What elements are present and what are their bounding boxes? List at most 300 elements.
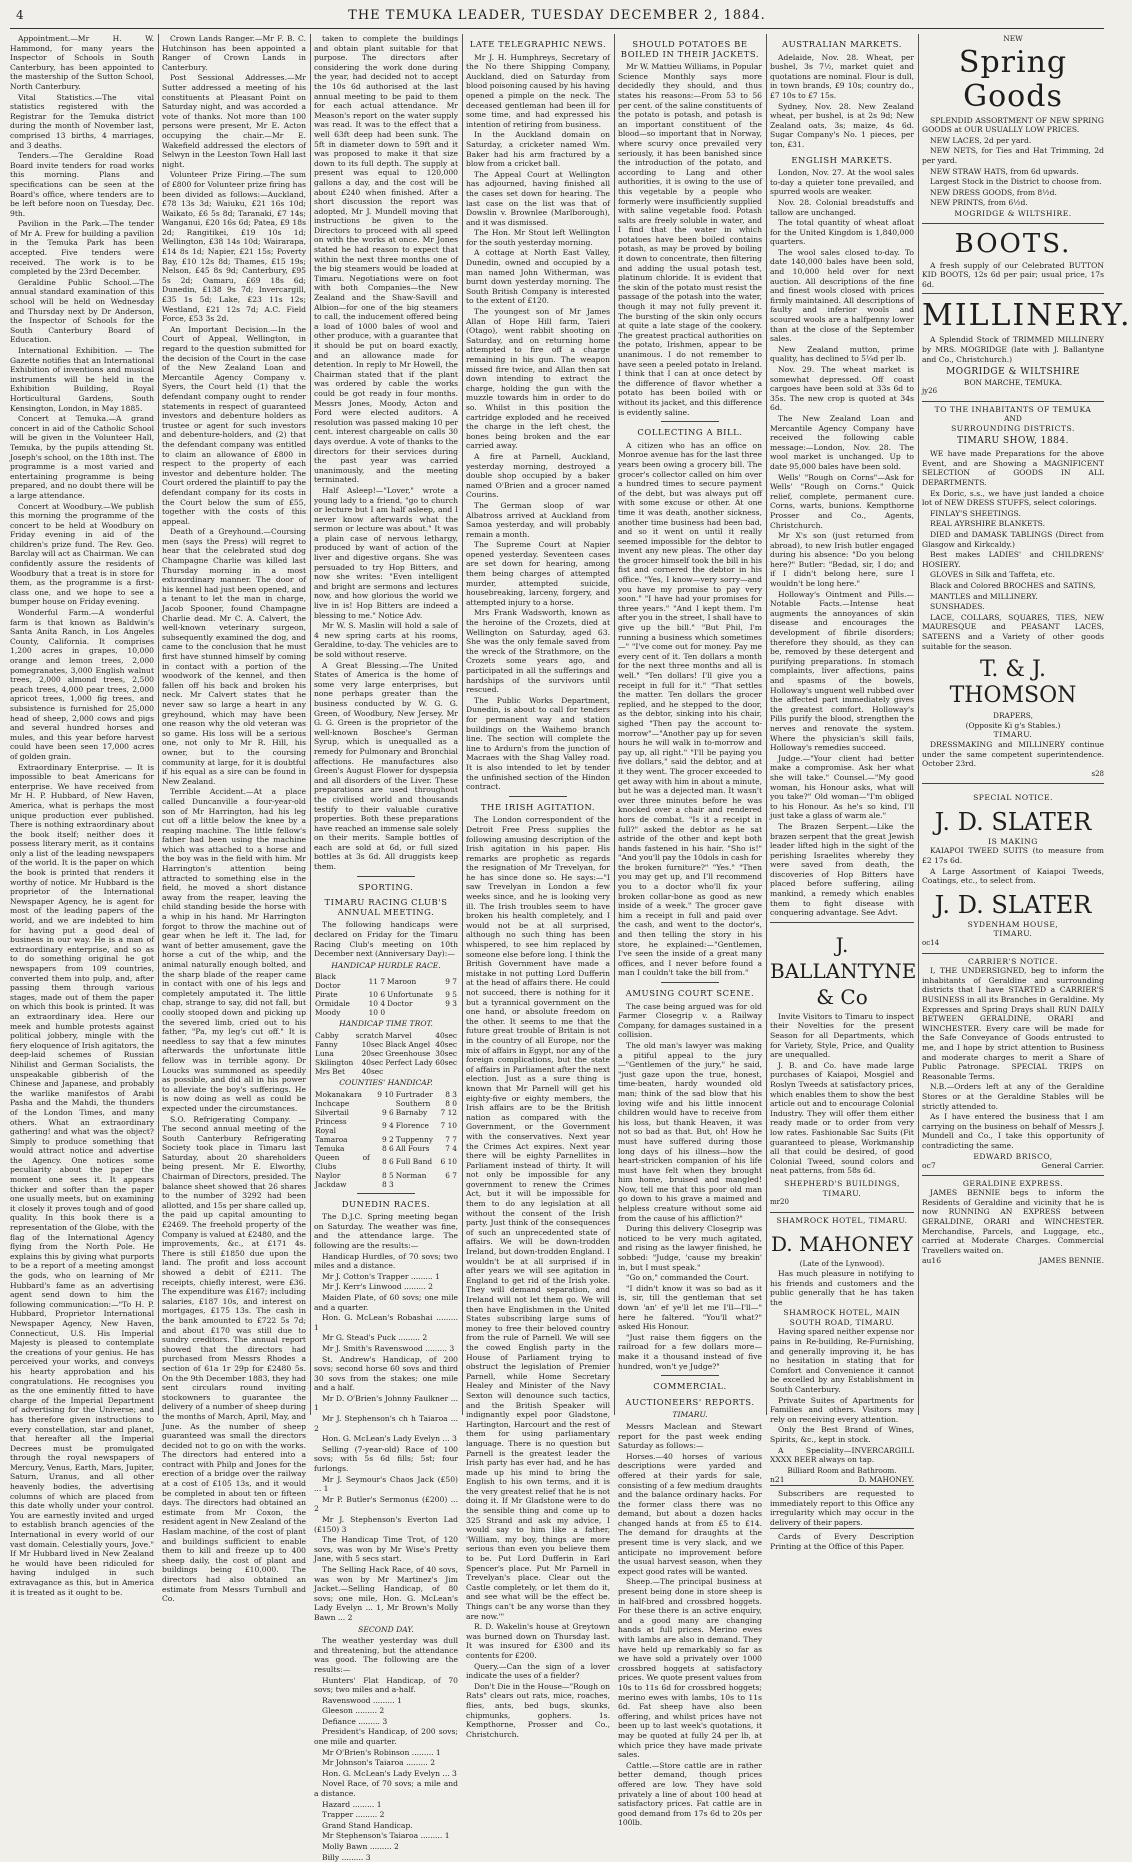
carriers-role: General Carrier. bbox=[1041, 1161, 1104, 1171]
article-paragraph: Pavilion in the Park.—The tender of Mr A. Frew for building a pavilion in the Temuka Park has been accepted. Five tenders were received. The work is to be completed by the 23rd December. bbox=[10, 219, 154, 277]
horse-cell: Doctor bbox=[387, 999, 413, 1009]
race-result: Defiance ......... 3 bbox=[322, 1716, 388, 1726]
horse-cell: Princess Royal bbox=[315, 1116, 347, 1135]
news-item: Mrs Frank Wadsworth, known as the heroine of the Crozets, died at Wellington on Saturday, aged 63. She was the only female saved from the wreck of the Strathmore, on the Crozets some years ago, and participated in all the sufferings and hardships of the survivors until rescued. bbox=[466, 608, 610, 695]
ballantyne-address: SHEPHERD'S BUILDINGS, TIMARU. bbox=[784, 1178, 900, 1198]
show-text-2: Ex Doric, s.s., we have just landed a choice lot of NEW DRESS STUFFS, select colorings. bbox=[922, 488, 1104, 508]
thomson-code: s28 bbox=[1091, 769, 1104, 778]
collecting-bill-article bbox=[618, 441, 762, 978]
show-text: WE have made Preparations for the above Event, and are Showing a MAGNIFICENT SELECTION of GOODS IN ALL DEPARTMENTS. bbox=[922, 449, 1104, 488]
weight-cell: 7 4 bbox=[445, 1143, 457, 1153]
weight-cell: 40sec bbox=[435, 1040, 457, 1049]
market-report: New Zealand mutton, prime quality, has declined to 5¼d per lb. bbox=[770, 344, 914, 364]
news-item: A cottage at North East Valley, Dunedin, owned and occupied by a man named John Witherman, was burnt down yesterday morning. The South British Company is interested to the extent of £120. bbox=[466, 248, 610, 306]
telegraphic-heading: LATE TELEGRAPHIC NEWS. bbox=[469, 39, 607, 49]
slater-name-1: J. D. SLATER bbox=[934, 807, 1092, 836]
dunedin-results bbox=[314, 1212, 458, 1622]
shamrock-text-4: Only the Best Brand of Wines, Spirits, &c., kept in stock. bbox=[770, 1425, 914, 1444]
weight-cell: 7 12 bbox=[440, 1107, 457, 1117]
horse-cell: Inchcape bbox=[315, 1098, 350, 1108]
article-paragraph: The case being argued was for old Farmer Closegrip v. a Railway Company, for damages sustained in a collision. bbox=[618, 1001, 762, 1040]
news-item: The Supreme Court at Napier opened yesterday. Seventeen cases are set down for hearing, among them being charges of attempted murder, attempted suicide, housebreaking, larceny, forgery, and attempted injury to a horse. bbox=[466, 540, 610, 607]
ballantyne-code: mr20 bbox=[770, 1198, 789, 1207]
mahoney-name: D. MAHONEY bbox=[770, 1232, 914, 1257]
advert-line: NEW NETS, for Ties and Hat Trimming, 2d per yard. bbox=[922, 146, 1104, 165]
carriers-text: I, THE UNDERSIGNED, beg to inform the inhabitants of Geraldine and surrounding districts that I have STARTED a CARRIER'S BUSINESS in all its Branches in Geraldine. My Expresses and Spring Drays shall RUN DAILY BETWEEN GERALDINE, ORARI and WINCHESTER. Every care will be made for the Safe Conveyance of Goods entrusted to me, and I hope by strict attention to Business and moderate charges to merit a Share of Public Patronage. SPECIAL TRIPS on Reasonable Terms. bbox=[922, 966, 1104, 1081]
thomson-drapers: DRAPERS, bbox=[993, 711, 1033, 721]
column-divider bbox=[158, 34, 159, 1415]
article-paragraph: An Important Decision.—In the Court of Appeal, Wellington, in regard to the question submitted for the decision of the Court in the case of the New Zealand Loan and Mercantile Agency Company v. Syers, the Court held (1) that the defendant company ought to render statements in respect of guaranteed investors and debenture holders as trustee or agent for such investors and debenture-holders, and (2) that the defendant company was entitled to claim an allowance of £800 in respect to the property of each investor and debenture holder. The Court ordered the plaintiff to pay the defendant company for its costs in the Court below the sum of £55, together with the costs of this appeal. bbox=[162, 324, 306, 526]
shamrock-text: Has much pleasure in notifying to his friends and customers and the public generally that he has taken the bbox=[770, 1268, 914, 1307]
race-result: Hon. G. McLean's Lady Evelyn ... 3 bbox=[322, 1434, 457, 1444]
shamrock-text-5: A Speciality—INVERCARGILL XXXX BEER always on tap. bbox=[770, 1445, 914, 1465]
news-item: In the Auckland domain on Saturday, a cricketer named Wm. Baker had his arm fractured by a blow from a cricket ball. bbox=[466, 130, 610, 169]
spring-items bbox=[922, 136, 1104, 208]
race-result: The D.J.C. Spring meeting began on Saturday. The weather was fine, and the attendance large. The following are the results:— bbox=[314, 1212, 458, 1250]
entry-row bbox=[314, 1031, 458, 1040]
column-1-articles bbox=[10, 34, 154, 1597]
article-paragraph: Volunteer Prize Firing.—The sum of £800 for Volunteer prize firing has been divided as follows:—Auckland, £78 13s 3d; Waiuku, £21 16s 10d; Waikato, £6 5s 8d; Taranaki, £7 14s; Wanganui, £20 16s 6d; Patea, £9 18s 2d; Rangitikei, £19 10s 1d; Wellington, £38 14s 10d; Wairarapa, £14 8s 1d; Napier, £21 15s; Poverty Bay, £10 12s 8d; Thames, £15 19s; Nelson, £45 8s 9d; Canterbury, £95 5s 2d; Oamaru, £69 18s 6d; Dunedin, £138 9s 7d; Invercargill, £35 1s 5d; Lake, £23 11s 12s; Westland, £21 12s 7d; A.C. Field Force, £53 3s 2d. bbox=[162, 170, 306, 324]
carriers-heading: CARRIER'S NOTICE. bbox=[968, 956, 1058, 966]
race-result: Mr O'Brien's Robinson ......... 1 bbox=[322, 1747, 441, 1757]
article-paragraph: Death of a Greyhound.—Coursing men (says the Press) will regret to hear that the celebrated stud dog Champagne Charlie was killed last Thursday morning in a most extraordinary manner. The door of his kennel had just been opened, and a tenant to let the man in charge, Jacob Spooner, found Champagne Charlie dead. Mr C. A. Calvert, the well-known veterinary surgeon, subsequently examined the dog, and came to the conclusion that he must first have stunned himself by coming in contact with a portion of the woodwork of the kennel, and then fallen off his back and broken his neck. Mr Calvert states that he never saw so large a heart in any greyhound, which may have been one reason why the old veteran was so game. His loss will be a serious one, not only to Mr R. Hill, his owner, but to the coursing community at large, for it is doubtful if his equal as a sire can be found in New Zealand. bbox=[162, 527, 306, 786]
column-divider bbox=[918, 34, 919, 1415]
race-result: President's Handicap, of 200 sovs; one mile and quarter. bbox=[314, 1727, 458, 1747]
cards-notice: Cards of Every Description Printing at the Office of this Paper. bbox=[770, 1528, 914, 1551]
weight-cell: 40sec bbox=[435, 1031, 457, 1040]
spring-goods-title: Spring Goods bbox=[958, 44, 1068, 114]
column-divider bbox=[766, 34, 767, 1415]
weight-cell: 8 6 bbox=[382, 1143, 394, 1153]
horse-cell: Full Band bbox=[395, 1157, 433, 1167]
article-paragraph: Horses.—40 horses of various descriptions were yarded and offered at their yards for sale, consisting of a few medium draughts and the balance ordinary hacks. For the former class there was no demand, but about a dozen hacks changed hands at from £5 to £14. The demand for draughts at the present time is very slack, and we anticipate no improvement before the usual harvest season, when they expect good rates will be wanted. bbox=[618, 1451, 762, 1576]
ballantyne-text: Invite Visitors to Timaru to inspect their Novelties for the present Season for all Departments, which for Variety, Style, Price, and Quality are unequalled. bbox=[770, 1011, 914, 1060]
article-paragraph: taken to complete the buildings and obtain plant suitable for that purpose. The directors after considering the work done during the year, had decided not to accept the 10s 6d authorised at the last annual meeting to be paid to them for each actual attendance. Mr Meason's report on the water supply was read. It was to the effect that a well 63ft deep had been sunk. The 5ft in diameter down to 59ft and it was proposed to make it that size down to its full depth. The supply at present was equal to 120,000 gallons a day, and the cost will be about £240 when finished. After a short discussion the report was adopted, Mr J. Mundell moving that instructions be given to the Directors to proceed with all speed on with the works at once. Mr Jones stated he had reason to expect that within the next three months one of the big steamers would be loaded at Timaru. Negotiations were on foot with both Companies—the New Zealand and the Shaw-Savill and Albion—for one of the big steamers to call, the inducement offered being a load of 1000 bales of wool and other produce, with a guarantee that it should be put on board exactly, and an allowance made for detention. In reply to Mr Howell, the Chairman stated that if the plant was ordered by cable the works could be got ready in four months. Messrs Jones, Moody, Acton and Ford were elected auditors. A resolution was passed making 10 per cent. interest chargeable on calls 30 days overdue. A vote of thanks to the directors for their services during the past year was carried unanimously, and the meeting terminated. bbox=[314, 34, 458, 485]
entry-row bbox=[314, 1153, 458, 1171]
sporting-intro: The following handicaps were declared on Friday for the Timaru Racing Club's meeting on 10th December next (Anniversary Day):— bbox=[314, 920, 458, 959]
express-footer bbox=[922, 1256, 1104, 1266]
court-scene-article bbox=[618, 1002, 762, 1372]
ballantyne-advert bbox=[770, 922, 917, 1208]
weight-cell bbox=[434, 1180, 458, 1189]
race-result: Mr J. Stephenson's Everton Lad (£150) 3 bbox=[314, 1515, 458, 1534]
race-result: Mr J. Cotton's Trapper ......... 1 bbox=[322, 1271, 440, 1281]
horse-cell: Marvel bbox=[385, 1031, 412, 1040]
horse-cell: All Fours bbox=[395, 1143, 430, 1153]
advert-line: LACE, COLLARS, SQUARES, TIES, NEW MAURESQUE and PEASANT LACES, SATEENS and a Variety of other goods suitable for the season. bbox=[922, 612, 1104, 651]
inhabitants-line-3: SURROUNDING DISTRICTS. bbox=[951, 424, 1075, 434]
slater-code: oc14 bbox=[922, 939, 940, 948]
news-item: Mr J. H. Humphreys, Secretary of the No there Shipping Company, Auckland, died on Saturday from blood poisoning caused by his having opened a pimple on the neck. The deceased gentleman had been ill for some time, and had expressed his intention of retiring from business. bbox=[466, 52, 610, 129]
horse-cell: Jackdaw bbox=[315, 1179, 347, 1189]
column-2-articles bbox=[162, 34, 306, 1604]
inhabitants-line-1: TO THE INHABITANTS OF TEMUKA bbox=[934, 404, 1092, 414]
horse-cell: Florence bbox=[395, 1121, 429, 1131]
horse-cell: Mrs Bet bbox=[315, 1067, 346, 1076]
advert-line: Black and Colored BROCHES and SATINS, bbox=[930, 580, 1096, 590]
counties-title: COUNTIES' HANDICAP. bbox=[339, 1078, 433, 1087]
horse-cell: Queen of Clubs bbox=[315, 1152, 370, 1171]
weight-cell bbox=[434, 1008, 458, 1017]
trot-table bbox=[314, 1031, 458, 1076]
thomson-advert bbox=[922, 401, 1104, 779]
sporting-heading: SPORTING. bbox=[358, 881, 414, 892]
slater-making: IS MAKING bbox=[988, 836, 1038, 846]
timaru-show: TIMARU SHOW, 1884. bbox=[956, 435, 1070, 446]
boots-title: BOOTS. bbox=[954, 228, 1072, 259]
column-4 bbox=[466, 34, 610, 1739]
mogridge-code: jy26 bbox=[922, 387, 938, 396]
millinery-text: A Splendid Stock of TRIMMED MILLINERY by MRS. MOGRIDGE (late with J. Ballantyne and Co., Christchurch.) bbox=[922, 335, 1104, 364]
column-divider bbox=[462, 34, 463, 1415]
column-1 bbox=[10, 34, 154, 1597]
second-day-intro: The weather yesterday was dull and threatening, but the attendance was good. The following are the results:— bbox=[314, 1636, 458, 1674]
horse-cell: Tamaroa bbox=[315, 1134, 348, 1144]
dunedin-races-heading: DUNEDIN RACES. bbox=[341, 1198, 431, 1209]
entry-row bbox=[314, 1049, 458, 1058]
advert-line: DIED and DAMASK TABLINGS (Direct from Glasgow and Kirkcaldy.) bbox=[922, 530, 1104, 549]
market-report: The total quantity of wheat afloat for the United Kingdom is 1,840,000 quarters. bbox=[770, 218, 914, 247]
article-paragraph: Post Sessional Addresses.—Mr Sutter addressed a meeting of his constituents at Pleasant Point on Saturday night, and was accorded a vote of thanks. Not more than 100 persons were present, Mr E. Acton occupying the chair.—Mr E. Wakefield addressed the electors of Selwyn in the Leeston Town Hall last night. bbox=[162, 73, 306, 169]
race-result: Mr Johnson's Taiaroa ......... 2 bbox=[322, 1758, 436, 1768]
article-paragraph: "Go on," commanded the Court. bbox=[626, 1273, 749, 1283]
weight-cell: 9 7 bbox=[445, 976, 457, 986]
news-item: The German sloop of war Albatross arrived at Auckland from Samoa yesterday, and will probably remain a month. bbox=[466, 500, 610, 539]
slater-text-2: A Large Assortment of Kaiapoi Tweeds, Coatings, etc., to select from. bbox=[922, 866, 1104, 886]
race-result: Maiden Plate, of 60 sovs; one mile and a quarter. bbox=[314, 1292, 458, 1312]
hurdle-title: HANDICAP HURDLE RACE. bbox=[331, 960, 441, 970]
slater-address: SYDENHAM HOUSE, bbox=[967, 919, 1059, 929]
race-result: Mr J. Smith's Ravenswood ......... 3 bbox=[322, 1343, 455, 1353]
race-result: Mr J. Seymour's Chaos Jack (£50) ... 1 bbox=[314, 1474, 458, 1494]
horse-cell: Skilington bbox=[315, 1058, 354, 1067]
race-result: Novel Race, of 70 sovs; a mile and a distance. bbox=[314, 1779, 458, 1799]
weight-cell: 7 10 bbox=[440, 1121, 457, 1131]
weight-cell: 60sec bbox=[435, 1058, 457, 1067]
race-result: Hon. G. McLean's Robashai ......... 1 bbox=[314, 1313, 458, 1332]
article-paragraph: Half Asleep!—"Lover," wrote a young lady to a friend, "go to church or lecture but I am half asleep, and I never know afterwards what the sermon or lecture was about." It was a plain case of nervous lethargy, produced by want of action of the liver and digestive organs. She was persuaded to try Hop Bitters, and now she writes: "Even intelligent and bright are sermons and lectures now, and how glorious the world we live in is! Hop Bitters are indeed a blessing to me." Notice Adv. bbox=[314, 485, 458, 620]
irish-agitation-article bbox=[466, 815, 610, 1739]
market-report: Sydney, Nov. 28. New Zealand wheat, per bushel, is at 2s 9d; New Zealand oats, 3s; maize, 4s 6d. Sugar Company's No. 1 pieces, per ton, £31. bbox=[770, 101, 914, 149]
horse-cell: Ormidale bbox=[315, 999, 350, 1009]
page-number: 4 bbox=[16, 8, 25, 22]
weight-cell: 6 7 bbox=[445, 1170, 457, 1180]
counties-table bbox=[314, 1090, 458, 1189]
express-advert bbox=[922, 1175, 1104, 1266]
column-divider bbox=[310, 34, 311, 1415]
paragraph-advert: Wells' "Rough on Corns"—Ask for Wells' "Rough on Corns." Quick relief, complete, permanent cure. Corns, warts, bunions. Kempthorne Prosser and Co., Agents, Christchurch. bbox=[770, 472, 914, 530]
entry-row bbox=[314, 999, 458, 1008]
weight-cell: 11 7 bbox=[368, 976, 386, 986]
inhabitants-line-2: AND bbox=[1004, 414, 1022, 424]
express-text: JAMES BENNIE begs to inform the Residents of Geraldine and vicinity that he is now RUNNING AN EXPRESS between GERALDINE, ORARI and WINCHESTER. Merchandise, Parcels, and Luggage, etc., carried at Moderate Charges. Commercial Travellers waited on. bbox=[922, 1188, 1104, 1255]
express-code: au16 bbox=[922, 1256, 942, 1266]
mahoney-late: (Late of the Lynwood). bbox=[799, 1259, 885, 1269]
entry-row bbox=[314, 1008, 458, 1017]
new-tag: NEW bbox=[1003, 34, 1023, 43]
entry-row bbox=[314, 972, 458, 990]
column-5 bbox=[618, 34, 763, 1828]
mogridge-address: BON MARCHE, TEMUKA. bbox=[963, 377, 1063, 387]
article-paragraph: "I didn't know it was so bad as it is, sir, till the gentleman that set down 'an' ef ye'll let me I'll—I'll—" here he faltered. "You'll what?" asked His Honour. bbox=[618, 1283, 762, 1332]
article-paragraph: International Exhibition. — The Gazette notifies that an International Exhibition of inventions and musical instruments will be held in the Exhibition Building, Royal Horticultural Gardens, South Kensington, London, in May 1885. bbox=[10, 346, 154, 413]
weight-cell: 8 5 bbox=[382, 1170, 394, 1180]
article-paragraph: S.O. Refrigerating Company. — The second annual meeting of the South Canterbury Refrigerating Society took place in Timaru last Saturday, about 20 shareholders being present. Mr E. Elworthy, Chairman of Directors, presided. The balance sheet showed that 26 shares to the number of 3292 had been allotted, and 15s per share called up, the paid up capital amounting to £2469. The freehold property of the Company is valued at £2480, and the improvements, &c., at £171 4s. There is still £1850 due upon the land. The profit and loss account showed a debit of £211. The receipts, chiefly interest, were £36. The expenditure was £167; including salaries, £187 10s, and interest on mortgages, £175 13s. The cash in the bank amounted to £722 5s 7d; and about £170 was still due to sundry creditors. The annual report showed that the directors had purchased from Messrs Rhodes a section of 61a 1r 29p for £2480 5s. On the 9th December 1883, they had sent circulars round inviting stockowners to guarantee the delivery of a number of sheep during the months of March, April, May, and June. As the number of sheep guaranteed was small the directors decided not to go on with the works. The directors had entered into a contract with Philp and Jones for the erection of a bridge over the railway at a cost of £105 13s, and it would be completed in about ten or fifteen days. The directors had obtained an estimate from Mr Coxon, the resident agent in New Zealand of the Haslam machine, of the cost of plant and buildings sufficient to enable them to kill and freeze up to 400 sheep daily, the cost of plant and buildings being £10,000. The directors had also obtained an estimate from Messrs Turnbull and Co. bbox=[162, 1114, 306, 1604]
news-item: The Hon. Mr Stout left Wellington for the south yesterday morning. bbox=[466, 228, 610, 247]
race-result: Selling (7-year-old) Race of 100 sovs; with 5s 6d fills; 5st; four furlongs. bbox=[314, 1444, 458, 1474]
thomson-address: (Opposite Ki g's Stables.) bbox=[965, 720, 1061, 730]
spring-text: SPLENDID ASSORTMENT OF NEW SPRING GOODS at OUR USUALLY LOW PRICES. bbox=[922, 115, 1104, 135]
weight-cell: 9 4 bbox=[382, 1121, 394, 1131]
weight-cell: 7 7 bbox=[445, 1134, 457, 1144]
horse-cell: Black Angel bbox=[385, 1040, 431, 1049]
article-paragraph: A citizen who has an office on Monroe avenue has for the last three years been owing a grocery bill. The grocer's collector called on him over a hundred times to secure payment of the debt, but was always put off with some excuse or other. At one time it was death, another sickness, another time business had been bad, and so it went on until it really seemed impossible for the debtor to invent any new pleas. The other day the grocer himself took the bill in his fist and cornered the debtor in his office. "Yes, I know—very sorry—and you have my promise to pay very soon." "I have had your promises for three years." "And I kept them. I'm after you in the street, I shall have to give up the bill." "But Phil, I'm running a business which sometimes—" "I've come out for money. Pay me every cent of it. Ten dollars a month for the next three months and all is well." "Ten dollars! I'll give you a receipt in full for it." "That settles the matter. Ten dollars the grocer replied, and he stepped to the door, as the debtor, sinking into his chair, sighed "Then pay the account to-morrow"—"Another pay up for seven hours he will walk in to-morrow and pay up, all right." "I'll be paying you five dollars," said the debtor, and at it they went. The grocer exceeded to get away with him in about a minute, but he was a dejected man. It wasn't over three minutes before he was knocked over a chair and rendered hors de combat. "Is it a receipt in full?" asked the debtor as he sat astride of the other and kept both hands fastened in his hair. "Sho is!" "And you'll pay the 10dols in cash for the broken furniture?" "Yes." "Then you may get up, and I'll recommend you to a doctor who'll fix your broken collar-bone as good as new inside of a week." The grocer gave him a receipt in full and paid over the cash, and went to the doctor's, and then telling the story in his store, he explained:—"Gentlemen, I've seen the inside of a great many offices, and I never before found a man I couldn't take the bill from." bbox=[618, 440, 762, 978]
race-result: Mr J. Kerr's Linwood ......... 2 bbox=[322, 1282, 433, 1292]
slater-advert bbox=[922, 783, 1104, 948]
ballantyne-firm: J. BALLANTYNE & Co bbox=[770, 932, 917, 1009]
thomson-town: TIMARU. bbox=[993, 730, 1033, 740]
advert-line: NEW STRAW HATS, from 6d upwards. bbox=[930, 166, 1079, 176]
commercial-heading: COMMERCIAL. bbox=[653, 1381, 727, 1392]
english-markets bbox=[770, 168, 914, 471]
horse-cell bbox=[384, 1067, 434, 1076]
market-report: Nov. 29. The wheat market is somewhat depressed. Off coast cargoes have been sold at 33s 6d to 35s. The new crop is quoted at 34s 6d. bbox=[770, 365, 914, 413]
hunters-race: Hunters' Flat Handicap, of 70 sovs; two miles and a-half. bbox=[314, 1675, 458, 1695]
race-result: The Handicap Time Trot, of 120 sovs, was won by Mr Wise's Pretty Jane, with 5 secs start. bbox=[314, 1535, 458, 1564]
weight-cell: 30sec bbox=[435, 1049, 457, 1058]
race-result: Gleeson ......... 2 bbox=[322, 1706, 385, 1716]
article-paragraph: Mr W. Mattieu Williams, in Popular Science Monthly says more decidedly they should, and thus states his reasons:—From 53 to 56 per cent. of the saline constituents of the potato is potash, and potash is an important constituent of the blood—so important that in Norway, where scurvy once prevailed very seriously, it has been banished since the introduction of the potato, and according to Lang and other authorities, it is owing to the use of this vegetable by a people who formerly were insufficiently supplied with saline vegetable food. Potash salts are freely soluble in water, and I find that the water in which potatoes have been boiled contains potash, as may be proved by boiling it down to concentrate, then filtering and adding the usual potash test, platinum chloride. It is evident that the skin of the potato must resist the passage of the potash into the water, though it may not fully prevent it. The bursting of the skin only occurs at quite a late stage of the cookery. The greatest practical authorities on the potato, Irishmen, appear to be unanimous. I do not remember to have seen a peeled potato in Ireland. I think that I can at once detect by the difference of flavor whether a potato has been boiled with or without its jacket, and this difference is evidently saline. bbox=[618, 62, 763, 417]
advert-line: Largest Stock in the District to choose from. bbox=[930, 177, 1102, 187]
weight-cell: 10sec bbox=[361, 1040, 384, 1049]
horse-cell: Fanny bbox=[315, 1040, 338, 1049]
article-paragraph: Crown Lands Ranger.—Mr F. B. C. Hutchinson has been appointed a Ranger of Crown Lands in Canterbury. bbox=[162, 34, 306, 72]
article-paragraph: R. D. Wakelin's house at Greytown was burned down on Thursday last. It was insured for £300 and its contents for £200. bbox=[466, 1622, 610, 1660]
article-paragraph: Tenders.—The Geraldine Road Board invite tenders for road works this morning. Plans and specifications can be seen at the Board's office, where tenders are to be left before noon on Tuesday, Dec. 9th. bbox=[10, 151, 154, 218]
shamrock-advert bbox=[770, 1212, 914, 1552]
advert-line: FINLAY'S SHEETINGS. bbox=[930, 508, 1021, 518]
masthead bbox=[0, 8, 1114, 23]
weight-cell: 10 4 bbox=[368, 999, 386, 1009]
auctioneers-heading: AUCTIONEERS' REPORTS. bbox=[625, 1396, 755, 1407]
paragraph-advert: The Brazen Serpent.—Like the brazen serpent that the great Jewish leader lifted high in the sight of the perishing Israelites whereby they were saved from death, the discoveries of Hop Bitters have placed before suffering, ailing mankind, a remedy which enables them to fight disease with conquering advantage. See Advt. bbox=[770, 821, 914, 918]
potatoes-heading: SHOULD POTATOES BE BOILED IN THEIR JACKETS. bbox=[620, 39, 760, 59]
race-result: Molly Bawn ......... 2 bbox=[322, 1842, 399, 1851]
race-result: Mr P. Butler's Sermonus (£200) ... 2 bbox=[314, 1494, 458, 1514]
horse-cell: Silvertail bbox=[315, 1107, 349, 1117]
weight-cell: 40sec bbox=[361, 1067, 384, 1076]
second-day-results bbox=[314, 1696, 458, 1862]
weight-cell: 9 5 bbox=[445, 990, 457, 1000]
article-paragraph: "Just raise them figgers on the railroad for a few dollars more—make it a thousand instead of five hundred, won't ye Judge?" bbox=[618, 1332, 762, 1371]
entry-row bbox=[314, 990, 458, 999]
horse-cell: Luna bbox=[315, 1049, 334, 1058]
millinery-title: MILLINERY. bbox=[922, 298, 1132, 334]
australian-markets bbox=[770, 53, 914, 150]
carriers-sign: EDWARD BRISCO, bbox=[973, 1151, 1053, 1161]
potatoes-article bbox=[618, 62, 762, 417]
market-report: Adelaide, Nov. 28. Wheat, per bushel, 3s 7½, market quiet and quotations are nominal. Flour is dull, in town brands, £9 10s; country do., £7 10s to £7 15s. bbox=[770, 52, 914, 100]
advert-line: NEW LACES, 2d per yard. bbox=[930, 135, 1032, 145]
carriers-text-2: As I have entered the business that I am carrying on the business on behalf of Messrs J. Mundell and Co., I take this opportunity of contradicting the same. bbox=[922, 1112, 1104, 1150]
horse-cell: Temuka bbox=[315, 1143, 345, 1153]
article-paragraph: The old man's lawyer was making a pitiful appeal to the jury—"Gentlemen of the jury," he said, "just gaze upon the true, honest, time-beaten, hardy wounded old man; think of the sad blow that his loving wife and his little innocent children would have to receive from his loss, but thank Heaven, it was not so bad as that. But, oh! How he must have suffered during those long days of his illness—how the heart-stricken companion of his life must have felt when they brought him home, bruised and mangled! Now, tell me that this poor old man go down to his grave a maimed and helpless creature without some aid from the cause of his affliction?" bbox=[618, 1040, 762, 1223]
race-result: Handicap Hurdles, of 70 sovs; two miles and a distance. bbox=[314, 1251, 458, 1271]
entry-row bbox=[314, 1135, 458, 1144]
entry-row bbox=[314, 1171, 458, 1180]
article-paragraph: Messrs Maclean and Stewart report for the past week ending Saturday as follows:— bbox=[618, 1421, 762, 1451]
news-item: The Appeal Court at Wellington has adjourned, having finished all the cases set down for hearing. The last case on the list was that of Dowslin v. Brownlee (Marlborough), and it was dismissed. bbox=[466, 169, 610, 227]
race-result: Hazard ......... 1 bbox=[322, 1799, 382, 1809]
boots-text: A fresh supply of our Celebrated BUTTON KID BOOTS, 12s 6d per pair; usual price, 17s 6d. bbox=[922, 260, 1104, 289]
millinery-advert bbox=[922, 293, 1132, 397]
slater-text: KAIAPOI TWEED SUITS (to measure from £2 17s 6d. bbox=[922, 846, 1104, 866]
weight-cell: 9 6 bbox=[382, 1107, 394, 1117]
spring-firm: MOGRIDGE & WILTSHIRE. bbox=[954, 208, 1072, 218]
horse-cell: Southern bbox=[395, 1098, 431, 1108]
column-3-articles bbox=[314, 34, 458, 872]
article-paragraph: Sheep.—The principal business at present being done in store sheep is in half-bred and crossbred hoggets. For these there is an active enquiry, and a good many are changing hands at full prices. Merino ewes with lambs are also in demand. They have held up remarkably so far as we have sold a privately over 1000 crossbred hoggets at satisfactory prices. We quote present values from 10s to 11s 6d for crossbred hoggets; merino ewes with lambs, 10s to 11s 6d. Fat sheep have also been offering, and whilst prices have not been up to last week's quotations, it may be quoted at fully 24 per lb, at which price they have made private sales. bbox=[618, 1577, 762, 1760]
column-divider bbox=[614, 34, 615, 1415]
horse-cell: Perfect Lady bbox=[385, 1058, 433, 1067]
advert-line: NEW DRESS GOODS, from 8½d. bbox=[930, 187, 1057, 197]
horse-cell: Mokanakara bbox=[315, 1089, 362, 1099]
mogridge-firm: MOGRIDGE & WILTSHIRE bbox=[946, 367, 1080, 378]
express-heading: GERALDINE EXPRESS. bbox=[962, 1178, 1064, 1188]
weight-cell: 8 3 bbox=[445, 1089, 457, 1099]
article-paragraph: During this delivery Closegrip was noticed to be very much agitated, and rising as the lawyer finished, he sobbed: "Judge, 'cause my breakin' in, but I must speak." bbox=[618, 1224, 762, 1272]
timaru-racing-heading: TIMARU RACING CLUB'S ANNUAL MEETING. bbox=[324, 897, 448, 917]
entry-row bbox=[314, 1180, 458, 1189]
timaru-subheading: TIMARU. bbox=[672, 1410, 708, 1420]
news-item: The youngest son of Mr James Allan of Hope Hill farm, Taieri (Otago), went rabbit shooting on Saturday, and on returning home attempted to fire off a charge remaining in his gun. The weapon missed fire twice, and Allan then sat down intending to extract the charge, holding the gun with the muzzle towards him in order to do so. Whilst in this position the cartridge exploded and he received the charge in the left chest, the bones being broken and the ear carried away. bbox=[466, 307, 610, 451]
weight-cell bbox=[371, 1099, 395, 1108]
thomson-text: DRESSMAKING and MILLINERY continue under the same competent superintendence. October 23rd. bbox=[922, 739, 1104, 769]
shamrock-text-2: Having spared neither expense nor pains in Re-building, Re-Furnishing, and generally improving it, he has no hesitation in stating that for Comfort and Convenience it cannot be excelled by any Establishment in South Canterbury. bbox=[770, 1327, 914, 1395]
article-paragraph: Wonderful Farm.—A wonderful farm is that known as Baldwin's Santa Anita Ranch, in Los Angeles County, California. It comprises 1,200 acres in grapes, 10,000 orange and lemon trees, 2,000 pomegranates, 3,000 English walnut trees, 2,000 almond trees, 2,500 peach trees, 4,000 pear trees, 2,000 apricot trees, 1,000 fig trees, and subsistence is furnished for 25,000 head of sheep, 2,000 cows and pigs and several hundred horses and mules, and this year before harvest could have been seen 17,000 acres of golden grain. bbox=[10, 608, 154, 761]
collecting-bill-heading: COLLECTING A BILL. bbox=[637, 427, 743, 438]
weight-cell: 8 0 bbox=[445, 1098, 457, 1108]
shamrock-code: n21 bbox=[770, 1475, 785, 1485]
weight-cell: 9 3 bbox=[445, 999, 457, 1009]
article-paragraph: Geraldine Public School.—The annual standard examination of this school will be held on Wednesday and Thursday next by Dr Anderson, the Inspector of Schools for the South Canterbury Board of Education. bbox=[10, 277, 154, 345]
race-result: St. Andrew's Handicap, of 200 sovs; second horse 60 sovs and third 30 sovs from the stakes; one mile and a half. bbox=[314, 1354, 458, 1393]
entry-row bbox=[314, 1040, 458, 1049]
weight-cell: 9 2 bbox=[382, 1134, 394, 1144]
horse-cell: Greenhouse bbox=[385, 1049, 431, 1058]
weight-cell: 10 6 bbox=[368, 990, 386, 1000]
weight-cell: 10 0 bbox=[368, 1008, 386, 1018]
article-paragraph: Concert at Temuka.—A grand concert in aid of the Catholic School will be given in the Volunteer Hall, Temuka, by the pupils attending St. Joseph's school, on the 18th inst. The programme is a most varied and entertaining programme is being prepared, and no doubt there will be a large attendance. bbox=[10, 414, 154, 500]
masthead-rule bbox=[10, 28, 1104, 29]
divider bbox=[357, 1193, 415, 1194]
carriers-code: oc7 bbox=[922, 1161, 936, 1171]
market-report: Nov. 28. Colonial breadstuffs and tallow are unchanged. bbox=[770, 197, 914, 217]
horse-cell: Black Doctor bbox=[315, 972, 341, 991]
race-result: Mr G. Stead's Puck ......... 2 bbox=[322, 1333, 428, 1343]
shamrock-sign: D. MAHONEY. bbox=[858, 1475, 914, 1485]
horse-cell: Maroon bbox=[387, 976, 417, 986]
race-result: Grand Stand Handicap. bbox=[322, 1820, 413, 1830]
article-paragraph: A Great Blessing.—The United States of America is the home of some very large enterprises, but none perhaps greater than the business conducted by W. G. G. Green, of Woodbury, New Jersey. Mr G. G. Green is the proprietor of the well-known Boschee's German Syrup, which is unequalled as a remedy for Pulmonary and Bronchial affections. He manufactures also Green's August Flower for dyspepsia and all disorders of the Liver. These preparations are used throughout the civilised world and thousands testify to their valuable curative properties. Both these preparations have reached an immense sale solely on their merits. Sample bottles of each are sold at 6d, or full sized bottles at 3s 6d. All druggists keep them. bbox=[314, 660, 458, 872]
trot-title: HANDICAP TIME TROT. bbox=[339, 1019, 433, 1029]
divider bbox=[509, 796, 567, 797]
horse-cell: Cabby bbox=[315, 1031, 339, 1040]
entry-row bbox=[314, 1117, 458, 1135]
subscribers-notice: Subscribers are requested to immediately report to this Office any irregularity which may occur in the delivery of their papers. bbox=[770, 1485, 914, 1527]
weight-cell bbox=[434, 1067, 458, 1076]
advert-line: MANTLES and MILLINERY. bbox=[930, 591, 1038, 601]
horse-cell: Moody bbox=[315, 1008, 341, 1018]
weight-cell: 6 10 bbox=[440, 1157, 457, 1167]
race-result: Mr Stephenson's Taiaroa ......... 1 bbox=[322, 1831, 450, 1841]
horse-cell: Norman bbox=[395, 1170, 427, 1180]
weight-cell: 20sec bbox=[361, 1049, 384, 1058]
advert-line: Best makes LADIES' and CHILDRENS' HOSIERY. bbox=[922, 550, 1104, 569]
horse-cell bbox=[386, 1008, 434, 1017]
horse-cell: Tuppenny bbox=[395, 1134, 433, 1144]
entry-row bbox=[314, 1067, 458, 1076]
advert-line: SUNSHADES. bbox=[930, 602, 985, 612]
newspaper-title: THE TEMUKA LEADER, TUESDAY DECEMBER 2, 1884. bbox=[348, 8, 766, 23]
race-result: Mr J. Stephenson's ch h Taiaroa ... 2 bbox=[314, 1414, 458, 1433]
shamrock-title: SHAMROCK HOTEL, TIMARU. bbox=[776, 1215, 908, 1225]
special-notice: SPECIAL NOTICE. bbox=[973, 793, 1053, 803]
shamrock-hotel: SHAMROCK HOTEL, MAIN SOUTH ROAD, TIMARU. bbox=[783, 1308, 901, 1327]
horse-cell: Furtrader bbox=[395, 1089, 433, 1099]
court-scene-heading: AMUSING COURT SCENE. bbox=[625, 988, 755, 998]
horse-cell: Naylor bbox=[315, 1170, 341, 1180]
race-result: Billy ......... 3 bbox=[322, 1852, 371, 1862]
article-paragraph: Terrible Accident.—At a place called Duncanville a four-year-old son of Mr Harrington, had his leg cut off a little below the knee by a reaping machine. The little fellow's father had been using the machine which was attached to a horse and the boy was in the field with him. Mr Harrington's attention being attracted to something else in the field, he moved a short distance away from the reaper, leaving the child standing beside the horse with a whip in his hand. Mr Harrington forgot to throw the machine out of gear when he left it. The lad, for want of better amusement, gave the horse a cut of the whip, and the animal naturally enough bolted, and the sharp blade of the reaper came in contact with one of his legs and completely amputated it. The little chap, strange to say, did not fall, but coolly stooped down and picking up the severed limb, cried out to his father, "Pa, my leg's cut off." It is needless to say that a few minutes afterwards the unfortunate little fellow was in terrible agony. Dr Loucks was summoned as speedily as possible, and did all in his power to alleviate the boy's sufferings. He is now doing as well as could be expected under the circumstances. bbox=[162, 787, 306, 1113]
slater-town: TIMARU. bbox=[993, 929, 1033, 939]
auctioneers-report bbox=[618, 1422, 762, 1828]
paragraph-adverts bbox=[770, 473, 914, 918]
entry-row bbox=[314, 1144, 458, 1153]
article-paragraph: Query.—Can the sign of a lover indicate the uses of a fielder? bbox=[466, 1661, 610, 1681]
column-7 bbox=[922, 34, 1132, 1415]
race-result: Hon. G. McLean's Lady Evelyn ... 3 bbox=[322, 1768, 457, 1778]
divider bbox=[661, 421, 719, 422]
ballantyne-text-2: J. B. and Co. have made large purchases of Kaiapoi, Mosgiel and Roslyn Tweeds at satisfactory prices, which enables them to show the best article out and to encourage Colonial Industry. They will offer them either ready made or to order from very low rates. Fashionable Sac Suits (Fit guaranteed to please, Workmanship all that could be desired, of good Colonial Tweed, sound colors and neat patterns, from 58s 6d. bbox=[770, 1060, 914, 1176]
news-item: The Public Works Department, Dunedin, is about to call for tenders for permanent way and station buildings on the Waihemo branch line. The section will complete the line to Ardurn's from the junction of Macraes with the Shag Valley road. It is also intended to let by tender the unfinished section of the Hindon contract. bbox=[466, 695, 610, 792]
australian-markets-heading: AUSTRALIAN MARKETS. bbox=[781, 39, 903, 49]
divider bbox=[357, 876, 415, 877]
express-sign: JAMES BENNIE. bbox=[1039, 1256, 1104, 1266]
shamrock-text-3: Private Suites of Apartments for Families and others. Visitors may rely on receiving every attention. bbox=[770, 1395, 914, 1424]
paragraph-advert: Judge.—"Your client had better make a compromise. Ask her what she will take." Counsel.—"My good woman, his Honour asks, what will you take?" Old woman—"I'm obliged to his Honour. As he's so kind, I'll just take a glass of warm ale." bbox=[770, 753, 914, 821]
paragraph-advert: Mr X's son (just returned from abroad), to new Irish butler engaged during his absence: "Do you belong here?" Butler: "Bedad, sir, I do; and if I didn't belong here, sure I wouldn't be long here." bbox=[770, 531, 914, 589]
paragraph-advert: Holloway's Ointment and Pills.—Notable Facts.—Intense heat augments the annoyances of skin disease and encourages the development of fibrile disorders; therefore they should, as they can be, removed by these detergent and purifying preparations. In stomach complaints, liver affections, pains and spasms of the bowels, Holloway's unguent well rubbed over the affected part immediately gives the greatest comfort. Holloway's Pills purify the blood, strengthen the nerves and renovate the system. Where the physician's skill fails, Holloway's remedies succeed. bbox=[770, 589, 914, 753]
advert-line: GLOVES in Silk and Taffeta, etc. bbox=[930, 570, 1055, 580]
horse-cell: Unfortunate bbox=[387, 990, 433, 1000]
article-paragraph: Vital Statistics.—The vital statistics registered with the Registrar for the Temuka district during the month of November last, comprised 13 births, 4 marriages, and 3 deaths. bbox=[10, 92, 154, 150]
divider bbox=[661, 1375, 719, 1376]
second-day-heading: SECOND DAY. bbox=[358, 1624, 414, 1634]
irish-agitation-heading: THE IRISH AGITATION. bbox=[480, 801, 596, 812]
article-paragraph: Appointment.—Mr H. W. Hammond, for many years the Inspector of Schools in South Canterbury, has been appointed to the mastership of the Sutton School, North Canterbury. bbox=[10, 34, 154, 91]
weight-cell: 8 3 bbox=[382, 1179, 394, 1189]
weight-cell: scratch bbox=[355, 1031, 384, 1040]
thomson-firm: T. & J. THOMSON bbox=[949, 657, 1077, 709]
horse-cell bbox=[395, 1180, 434, 1189]
article-paragraph: Don't Die in the House—"Rough on Rats" clears out rats, mice, roaches, flies, ants, bed bugs, skunks, chipmunks, gophers. 1s. Kempthorne, Prosser and Co., Christchurch. bbox=[466, 1681, 610, 1739]
column-3 bbox=[314, 34, 458, 1862]
hurdle-table bbox=[314, 972, 458, 1017]
shamrock-footer bbox=[770, 1475, 914, 1485]
market-report: The New Zealand Loan and Mercantile Agency Company have received the following cable message:—London, Nov. 28. The wool market is unchanged. Up to date 95,000 bales have been sold. bbox=[770, 413, 914, 471]
divider bbox=[661, 982, 719, 983]
